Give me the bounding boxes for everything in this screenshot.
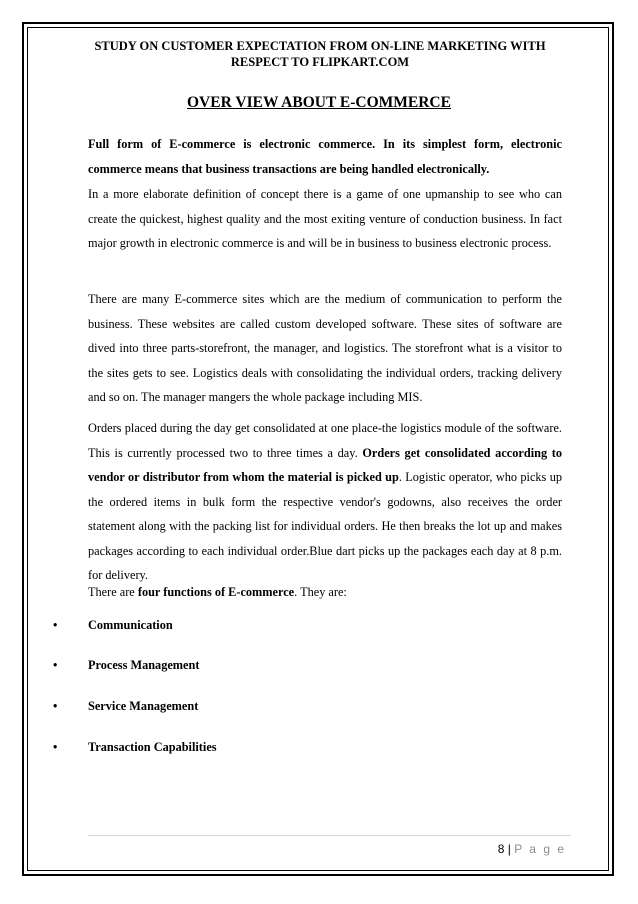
bullet-item-label: Communication — [88, 618, 173, 632]
page-footer — [498, 842, 566, 856]
bullet-icon: • — [53, 699, 58, 713]
paragraph-definition-text: Full form of E-commerce is electronic commerce. In its simplest form, electronic commerce means that business transactions are being handled electronically. — [88, 137, 562, 176]
paragraph-orders-part-1: Orders placed during the day get consolidated at one place-the logistics module of the software. This is currently processed two to three times a day. — [88, 421, 562, 460]
page-label: P a g e — [514, 842, 566, 856]
paragraph-elaborate-definition: In a more elaborate definition of concept there is a game of one upmanship to see who can create the quickest, highest quality and the most exiting venture of conduction business. In fact major growth in electronic commerce is and will be in business to business electronic process. — [88, 187, 562, 250]
functions-intro-part-2: . They are: — [294, 585, 347, 599]
functions-intro-bold: four functions of E-commerce — [137, 585, 295, 599]
footer-divider — [88, 835, 571, 836]
bullet-icon: • — [53, 740, 58, 754]
running-header — [70, 38, 570, 70]
bullet-item-label: Process Management — [88, 658, 200, 672]
header-line-2: RESPECT TO FLIPKART.COM — [230, 55, 410, 69]
section-title: OVER VIEW ABOUT E-COMMERCE — [187, 94, 451, 111]
header-line-1: STUDY ON CUSTOMER EXPECTATION FROM ON-LINE MARKETING WITH — [94, 39, 546, 53]
bullet-item-label: Transaction Capabilities — [88, 740, 217, 754]
paragraph-orders-part-2: . Logistic operator, who picks up the ordered items in bulk form the respective vendor's godowns, also receives the order statement along with the packing list for individual orders. He then breaks the lot up and makes packages according to each individual order.Blue dart picks up the packages each day at 8 p.m. for delivery. — [88, 470, 562, 582]
paragraph-functions-intro — [88, 580, 562, 605]
paragraph-definition — [88, 132, 562, 181]
paragraph-ecommerce-sites: There are many E-commerce sites which are the medium of communication to perform the business. These websites are called custom developed software. These sites of software are dived into three parts-storefront, the manager, and logistics. The storefront what is a visitor to the sites gets to see. Logistics deals with consolidating the individual orders, tracking delivery and so on. The manager mangers the whole package including MIS. — [88, 292, 562, 404]
bullet-item-label: Service Management — [88, 699, 199, 713]
page-number: 8 — [497, 842, 505, 856]
functions-intro-part-1: There are — [88, 585, 138, 599]
bullet-icon: • — [53, 618, 58, 632]
bullet-icon: • — [53, 658, 58, 672]
footer-separator: | — [507, 842, 511, 856]
paragraph-orders-bold: Orders get consolidated according to vendor or distributor from whom the material is picked up — [88, 445, 563, 484]
paragraph-orders — [88, 416, 562, 588]
